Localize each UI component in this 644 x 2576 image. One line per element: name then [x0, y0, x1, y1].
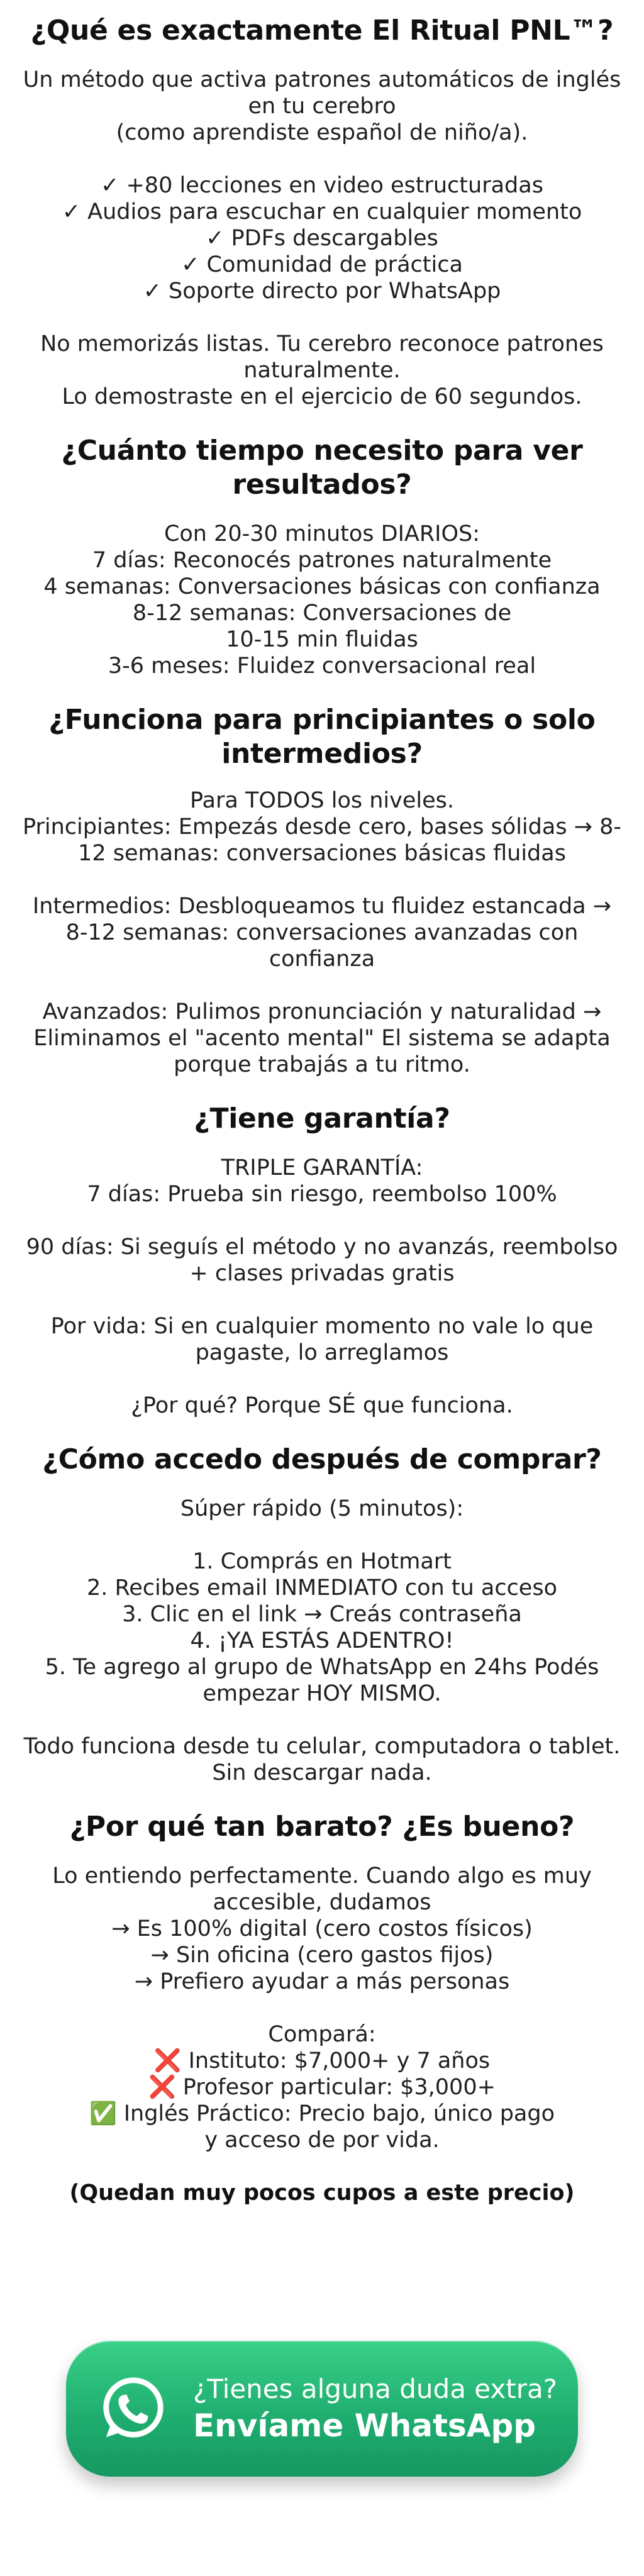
- answer-line: ¿Por qué? Porque SÉ que funciona.: [131, 1393, 513, 1418]
- answer-line: Para TODOS los niveles.: [190, 788, 454, 813]
- answer-line: 8-12 semanas: Conversaciones de: [132, 601, 512, 626]
- answer-line: 7 días: Reconocés patrones naturalmente: [92, 548, 552, 573]
- answer-line: 3. Clic en el link → Creás contraseña: [122, 1602, 522, 1627]
- answer-line: Compará:: [268, 2022, 376, 2047]
- faq-answer: [20, 787, 624, 1078]
- answer-line: Lo entiendo perfectamente. Cuando algo es muy accesible, dudamos: [52, 1863, 592, 1915]
- answer-line: ❌ Instituto: $7,000+ y 7 años: [153, 2048, 491, 2074]
- cta-subtitle: ¿Tienes alguna duda extra?: [193, 2373, 557, 2404]
- whatsapp-icon: [96, 2372, 170, 2446]
- faq-answer: [20, 1155, 624, 1419]
- answer-line: 7 días: Prueba sin riesgo, reembolso 100%: [87, 1182, 557, 1207]
- faq-question: ¿Tiene garantía?: [194, 1102, 450, 1135]
- faq-question: ¿Cómo accedo después de comprar?: [42, 1443, 602, 1475]
- answer-line: → Sin oficina (cero gastos fijos): [150, 1943, 494, 1968]
- answer-line: → Prefiero ayudar a más personas: [134, 1969, 510, 1994]
- cta-container: [0, 2341, 644, 2477]
- answer-line: Avanzados: Pulimos pronunciación y naturalidad → Eliminamos el "acento mental" El sistema se adapta porque trabajás a tu ritmo.: [33, 999, 611, 1077]
- closing-note: (Quedan muy pocos cupos a este precio): [69, 2180, 575, 2206]
- answer-line: Lo demostraste en el ejercicio de 60 segundos.: [62, 384, 582, 409]
- answer-line: ✓ Audios para escuchar en cualquier momento: [62, 199, 582, 225]
- answer-line: Principiantes: Empezás desde cero, bases sólidas → 8-12 semanas: conversaciones básicas fluidas: [22, 814, 622, 866]
- answer-line: Todo funciona desde tu celular, computadora o tablet. Sin descargar nada.: [23, 1734, 621, 1785]
- answer-line: → Es 100% digital (cero costos físicos): [111, 1916, 533, 1941]
- answer-line: 10-15 min fluidas: [226, 627, 418, 652]
- faq-answer: [20, 67, 624, 410]
- whatsapp-cta-button[interactable]: [66, 2341, 578, 2477]
- faq-question: ¿Cuánto tiempo necesito para ver resultados?: [61, 435, 583, 501]
- faq-garantia: [20, 1102, 624, 1419]
- answer-line: Un método que activa patrones automáticos de inglés en tu cerebro: [23, 67, 621, 119]
- cta-text: [193, 2372, 557, 2445]
- answer-line: TRIPLE GARANTÍA:: [221, 1155, 423, 1180]
- answer-line: ✓ Soporte directo por WhatsApp: [143, 279, 501, 304]
- answer-line: 5. Te agrego al grupo de WhatsApp en 24hs Podés empezar HOY MISMO.: [45, 1655, 599, 1706]
- answer-line: y acceso de por vida.: [204, 2128, 440, 2153]
- faq-acceso: [20, 1443, 624, 1786]
- faq-answer: [20, 1496, 624, 1786]
- answer-line: Súper rápido (5 minutos):: [180, 1496, 464, 1521]
- faq-question: ¿Por qué tan barato? ¿Es bueno?: [69, 1811, 575, 1843]
- answer-line: ✓ PDFs descargables: [206, 226, 438, 251]
- answer-line: Intermedios: Desbloqueamos tu fluidez estancada → 8-12 semanas: conversaciones avanzadas con confianza: [32, 894, 612, 972]
- faq-tiempo-resultados: [20, 434, 624, 679]
- answer-line: Por vida: Si en cualquier momento no vale lo que pagaste, lo arreglamos: [50, 1314, 594, 1365]
- answer-line: Con 20-30 minutos DIARIOS:: [164, 521, 480, 547]
- answer-line: 90 días: Si seguís el método y no avanzás, reembolso + clases privadas gratis: [26, 1235, 618, 1286]
- answer-line: ✓ +80 lecciones en video estructuradas: [101, 173, 543, 198]
- answer-line: ✓ Comunidad de práctica: [181, 252, 463, 277]
- answer-line: 1. Comprás en Hotmart: [192, 1549, 452, 1574]
- faq-niveles: [20, 703, 624, 1078]
- faq-answer: [20, 1863, 624, 2206]
- answer-line: 3-6 meses: Fluidez conversacional real: [108, 653, 536, 679]
- answer-line: ✅ Inglés Práctico: Precio bajo, único pago: [89, 2101, 555, 2126]
- answer-line: No memorizás listas. Tu cerebro reconoce patrones naturalmente.: [40, 331, 604, 383]
- faq-question: ¿Qué es exactamente El Ritual PNL™?: [30, 14, 614, 47]
- answer-line: 2. Recibes email INMEDIATO con tu acceso: [86, 1575, 557, 1601]
- answer-line: 4 semanas: Conversaciones básicas con confianza: [43, 574, 601, 599]
- answer-line: (como aprendiste español de niño/a).: [116, 120, 528, 145]
- faq-ritual-pnl: [20, 14, 624, 410]
- cta-title: Envíame WhatsApp: [193, 2407, 536, 2444]
- answer-line: 4. ¡YA ESTÁS ADENTRO!: [190, 1628, 454, 1653]
- faq-answer: [20, 521, 624, 679]
- faq-question: ¿Funciona para principiantes o solo intermedios?: [48, 704, 596, 770]
- faq-precio: [20, 1810, 624, 2206]
- answer-line: ❌ Profesor particular: $3,000+: [148, 2075, 496, 2100]
